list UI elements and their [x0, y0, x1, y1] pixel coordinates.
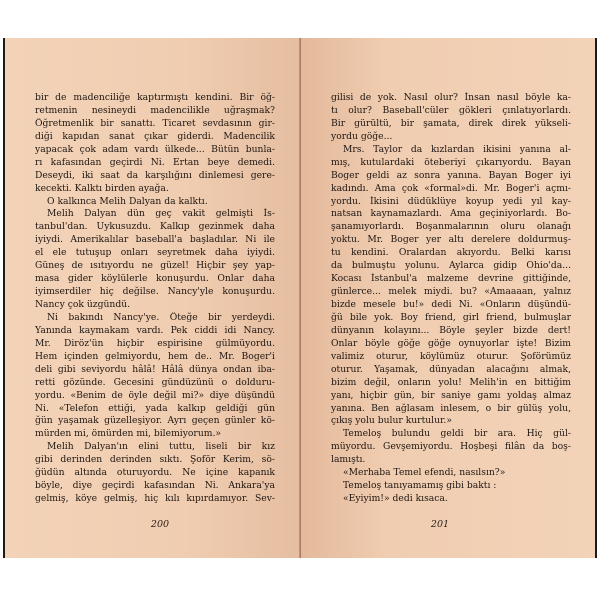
text-line: Kocası İstanbul'a malzeme devrine gittiğinde, [331, 273, 571, 285]
text-line: Yanında kaymakam vardı. Pek ciddi idi Nancy. [35, 324, 275, 336]
text-line: dünyanın kolayını... Böyle şeyler bizde dert! [331, 324, 571, 336]
text-line: tanbul'dan. Uykusuzdu. Kalkıp gezinmek daha [35, 221, 275, 233]
text-line: Ni. «Telefon ettiği, yada kalkıp geldiği gün [35, 402, 275, 414]
left-page [5, 38, 299, 558]
left-page-number: 200 [150, 519, 170, 530]
text-line: yanı, hiçbir gün, bir saniye gamı yoldaş almaz [331, 389, 571, 401]
text-line: kadındı. Ama çok «formal»di. Mr. Boger'i açmı- [331, 182, 571, 194]
text-line: tı olur? Baseball'cüler gökleri çınlatıyorlardı. [331, 104, 571, 116]
text-line: mış, kutulardaki öteberiyi çıkarıyordu. Bayan [331, 156, 571, 168]
text-line: yoktu. Mr. Boger yer altı derelere doldurmuş- [331, 234, 571, 246]
text-line: Ni bakındı Nancy'ye. Öteğe bir yerdeydi. [47, 311, 275, 323]
right-page-number: 201 [430, 519, 450, 530]
text-line: Mrs. Taylor da kızlardan ikisini yanına al- [343, 143, 571, 155]
text-line: Temeloş tanıyamamış gibi baktı : [343, 480, 497, 492]
text-line: oturur. Yaşamak, dünyadan alacağını almak, [331, 363, 571, 375]
text-line: iyiydi. Amerikalılar baseball'a başladılar. Ni ile [35, 234, 275, 246]
text-line: ğü bile yok. Boy friend, girl friend, bulmuşlar [331, 311, 571, 323]
text-line: gelmiş, köye gelmiş, hiç kılı kıpırdamıyor. Sev- [35, 493, 275, 505]
text-line: Temeloş bulundu geldi bir ara. Hiç gül- [343, 428, 571, 440]
text-line: Deseydi, iki saat da karşılığını dinlemesi gere- [35, 169, 275, 181]
text-line: Mr. Diröz'ün hiçbir espirisine gülmüyordu. [35, 337, 275, 349]
text-line: tu kendini. Oralardan akıyordu. Belki karısı [331, 247, 571, 259]
book-spread [3, 38, 597, 558]
text-line: Öğretmenlik bir sanattı. Ticaret sevdasının gir- [35, 117, 275, 129]
text-line: Melih Dalyan'ın elini tuttu, liseli bir kız [47, 441, 275, 453]
text-line: çıkış yolu bulur kurtulur.» [331, 415, 452, 427]
text-line: gilisi de yok. Nasıl olur? İnsan nasıl böyle ka- [331, 92, 571, 103]
text-line: bizim değil, onların yolu! Melih'in en bittiğim [331, 376, 571, 388]
text-line: müyordu. Gevşemiyordu. Hoşbeşi filân da boş- [331, 441, 571, 453]
text-line: Melih Dalyan dün geç vakit gelmişti İs- [47, 208, 275, 220]
right-page-text [331, 92, 571, 506]
text-line: yapacak çok adam vardı ülkede... Bütün bunla- [35, 143, 275, 155]
text-line: ğüdün altında oturuyordu. Ne içine kapanık [35, 467, 275, 479]
text-line: mürden mi, ömürden mi, bilemiyorum.» [35, 428, 221, 440]
text-line: Bir gürültü, bir şamata, direk direk yükseli- [331, 117, 571, 129]
text-line: Güneş de ısıtıyordu ne güzel! Hiçbir şey yap- [35, 260, 275, 272]
text-line: yordu. İkisini düdüklüye koyup yedi yıl kay- [331, 195, 571, 207]
text-line: yordu göğe... [331, 130, 393, 142]
right-page [301, 38, 595, 558]
text-line: da bulmuştu yolunu. Aylarca gidip Ohio'da... [331, 260, 571, 272]
text-line: diği kapıdan sanat çıkar giderdi. Madencilik [35, 130, 275, 142]
text-line: yanına. Ben ağlasam inlesem, o bir gülüş yolu, [331, 402, 571, 414]
text-line: rı kafasından geçirdi Ni. Ertan beye demedi. [35, 156, 275, 168]
text-line: «Merhaba Temel efendi, nasılsın?» [343, 467, 506, 479]
text-line: deli gibi seviyordu hâlâ! Hâlâ dünya ondan iba- [35, 363, 275, 375]
text-line: «Eyiyim!» dedi kısaca. [343, 493, 448, 505]
text-line: Hem içinden gelmiyordu, hem de.. Mr. Boger'i [35, 350, 275, 362]
text-line: şanamıyorlardı. Boşanmalarının oluru olanağı [331, 221, 571, 233]
text-line: masa gider köylülerle konuşurdu. Onlar daha [35, 273, 275, 285]
text-line: günlerce... melek miydi. bu? «Amaaaan, yalnız [331, 286, 571, 298]
text-line: Onlar böyle göğe göğe oynuyorlar işte! Bizim [331, 337, 571, 349]
text-line: böyle, diye geçirdi kafasından Ni. Ankara'ya [35, 480, 275, 492]
text-line: retti gözünde. Gecesini gündüzünü o dolduru- [35, 376, 275, 388]
text-line: gibi derinden derinden sıktı. Şoför Kerim, sö- [35, 454, 275, 466]
text-line: O kalkınca Melih Dalyan da kalktı. [47, 195, 208, 207]
text-line: el ele tutuşup onları seyretmek daha iyiydi. [35, 247, 275, 259]
text-line: natsan kaynamazlardı. Ama geçiniyorlardı. Bo- [331, 208, 571, 220]
text-line: bir de madenciliğe kaptırmıştı kendini. Bir öğ- [35, 92, 275, 103]
text-line: Boger geldi az sonra yanına. Bayan Boger iyi [331, 169, 571, 181]
text-line: kecekti. Kalktı birden ayağa. [35, 182, 169, 194]
text-line: retmenin nesineydi madencilikle uğraşmak? [35, 104, 275, 116]
text-line: valimiz oturur, köylümüz oturur. Şoförümüz [331, 350, 571, 362]
text-line: Nancy çok üzgündü. [35, 299, 131, 310]
text-line: bizde mesele bu!» dedi Ni. «Onların düşündü- [331, 299, 571, 310]
text-line: lamıştı. [331, 454, 366, 466]
text-line: ğün yaşamak güzelleşiyor. Ayrı geçen günler kö- [35, 415, 275, 427]
text-line: yordu. «Benim de öyle değil mi?» diye düşündü [35, 389, 275, 401]
text-line: iyimserdiler hiç değilse. Nancy'yle konuşurdu. [35, 286, 275, 298]
left-page-text [35, 92, 275, 506]
